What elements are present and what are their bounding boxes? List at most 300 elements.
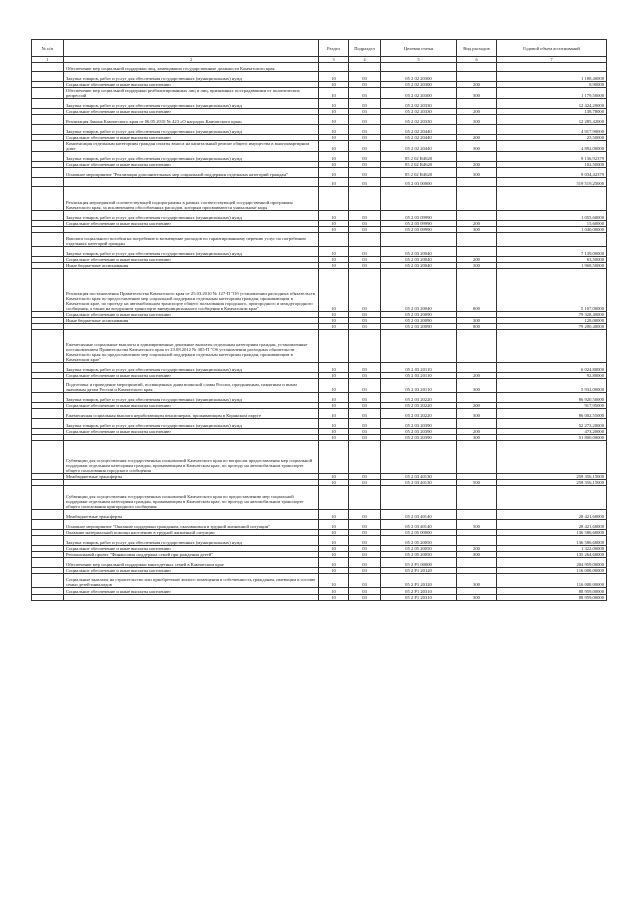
row-section: 10 xyxy=(319,115,349,125)
row-subsection: 03 xyxy=(349,474,381,480)
row-num xyxy=(32,363,64,373)
row-amount: 116 000,00000 xyxy=(497,574,607,588)
table-row xyxy=(32,330,607,363)
row-num xyxy=(32,558,64,568)
row-exptype xyxy=(457,72,497,82)
index-cell: 6 xyxy=(457,57,497,63)
row-subsection: 03 xyxy=(349,403,381,409)
row-num xyxy=(32,393,64,403)
row-target: 05 2 03 40140 xyxy=(381,520,457,530)
table-row xyxy=(32,536,607,546)
row-target: 05 2 03 09990 xyxy=(381,211,457,221)
row-exptype xyxy=(457,486,497,510)
row-exptype xyxy=(457,510,497,520)
row-amount: 136 586,60000 xyxy=(497,530,607,536)
table-row xyxy=(32,520,607,530)
row-name: Закупка товаров, работ и услуг для обеспечения государственных (муниципальных) нужд xyxy=(64,363,319,373)
table-row xyxy=(32,115,607,125)
row-exptype xyxy=(457,211,497,221)
row-name: Социальное обеспечение и иные выплаты населению xyxy=(64,257,319,263)
row-exptype xyxy=(457,393,497,403)
row-amount: 63,50000 xyxy=(497,257,607,263)
row-num xyxy=(32,115,64,125)
row-target: 05 2 02 20440 xyxy=(381,141,457,152)
row-section: 10 xyxy=(319,546,349,552)
row-name: Межбюджетные трансферты xyxy=(64,510,319,520)
row-amount: 1 040,00000 xyxy=(497,227,607,233)
header-name xyxy=(64,40,319,57)
row-exptype: 200 xyxy=(457,429,497,435)
row-exptype: 800 xyxy=(457,324,497,330)
index-cell: 4 xyxy=(349,57,381,63)
row-target: 05 2 03 20110 xyxy=(381,363,457,373)
row-amount: 7 139,00000 xyxy=(497,247,607,257)
table-row xyxy=(32,125,607,135)
row-target: 05 2 03 00000 xyxy=(381,178,457,187)
row-section: 10 xyxy=(319,109,349,115)
row-name: Закупка товаров, работ и услуг для обеспечения государственных (муниципальных) нужд xyxy=(64,72,319,82)
row-target: 05 2 05 00000 xyxy=(381,530,457,536)
row-name: Иные бюджетные ассигнования xyxy=(64,263,319,269)
row-exptype xyxy=(457,247,497,257)
row-name: Субвенции для осуществления государственных полномочий Камчатского края по вопросам предоставления мер социальной поддержки отдельным категориям граждан, проживающим в Камчатском крае, по проезду на автомобильном транспорте общего пользования городского сообщения xyxy=(64,441,319,474)
row-section: 10 xyxy=(319,141,349,152)
row-name: Основное мероприятие "Реализация дополнительных мер социальной поддержки отдельных категорий граждан" xyxy=(64,168,319,178)
row-subsection: 03 xyxy=(349,178,381,187)
row-exptype: 200 xyxy=(457,221,497,227)
row-name: Основное мероприятие "Оказание поддержки гражданам, оказавшимся в трудной жизненной ситуации" xyxy=(64,520,319,530)
row-target: 05 2 P1 00000 xyxy=(381,558,457,568)
table-row xyxy=(32,247,607,257)
row-exptype: 300 xyxy=(457,263,497,269)
row-name: Социальное обеспечение и иные выплаты населению xyxy=(64,162,319,168)
row-amount: 51 800,00000 xyxy=(497,435,607,441)
budget-document xyxy=(31,39,606,601)
row-amount: 25,50000 xyxy=(497,135,607,141)
row-target: 05 2 03 40140 xyxy=(381,510,457,520)
row-name: Иные бюджетные ассигнования xyxy=(64,318,319,324)
table-row xyxy=(32,211,607,221)
row-num xyxy=(32,595,64,601)
header-section: Раздел xyxy=(319,40,349,57)
row-num xyxy=(32,63,64,72)
row-name: Социальное обеспечение и иные выплаты населению xyxy=(64,373,319,379)
row-amount: 88 959,00000 xyxy=(497,588,607,595)
header-num: № п/п xyxy=(32,40,64,57)
row-name: Социальное обеспечение и иные выплаты населению xyxy=(64,82,319,88)
row-amount xyxy=(497,330,607,363)
row-target: 05 2 03 20220 xyxy=(381,393,457,403)
row-target: 05 2 03 20090 xyxy=(381,318,457,324)
row-name: Закупка товаров, работ и услуг для обеспечения государственных (муниципальных) нужд xyxy=(64,125,319,135)
row-name: Ежемесячная социальная выплата неработающим пенсионерам, проживающим в Корякском округе xyxy=(64,409,319,419)
row-exptype: 300 xyxy=(457,409,497,419)
table-row xyxy=(32,178,607,187)
row-exptype xyxy=(457,558,497,568)
row-amount: 473,20000 xyxy=(497,429,607,435)
row-section xyxy=(319,63,349,72)
table-row xyxy=(32,141,607,152)
row-amount: 9 034,42379 xyxy=(497,168,607,178)
row-section: 10 xyxy=(319,373,349,379)
row-exptype xyxy=(457,187,497,211)
row-section: 10 xyxy=(319,435,349,441)
row-amount: 4 892,00000 xyxy=(497,141,607,152)
table-row xyxy=(32,510,607,520)
row-section xyxy=(319,187,349,211)
row-exptype: 300 xyxy=(457,318,497,324)
row-name: Реализация Закона Камчатского края от 06.05.2010 № 423 «О наградах Камчатского края» xyxy=(64,115,319,125)
row-target: 05 2 02 20440 xyxy=(381,125,457,135)
row-subsection: 03 xyxy=(349,568,381,574)
row-exptype xyxy=(457,125,497,135)
table-row xyxy=(32,393,607,403)
row-exptype: 200 xyxy=(457,546,497,552)
row-name: Социальное обеспечение и иные выплаты населению xyxy=(64,221,319,227)
row-target: 05 2 02 20330 xyxy=(381,99,457,109)
row-subsection: 03 xyxy=(349,552,381,558)
row-target: 05 2 02 R4620 xyxy=(381,162,457,168)
row-amount xyxy=(497,441,607,474)
row-num xyxy=(32,379,64,393)
row-section: 10 xyxy=(319,227,349,233)
row-section xyxy=(319,330,349,363)
row-exptype: 300 xyxy=(457,168,497,178)
row-exptype xyxy=(457,233,497,247)
row-section: 10 xyxy=(319,312,349,318)
row-subsection: 03 xyxy=(349,141,381,152)
table-row xyxy=(32,574,607,588)
row-subsection: 03 xyxy=(349,263,381,269)
row-target: 05 2 05 20050 xyxy=(381,546,457,552)
row-name: Межбюджетные трансферты xyxy=(64,474,319,480)
row-name: Закупка товаров, работ и услуг для обеспечения государственных (муниципальных) нужд xyxy=(64,211,319,221)
row-section: 10 xyxy=(319,363,349,373)
row-section: 10 xyxy=(319,99,349,109)
table-row xyxy=(32,233,607,247)
row-exptype: 200 xyxy=(457,373,497,379)
row-exptype xyxy=(457,330,497,363)
row-exptype: 300 xyxy=(457,115,497,125)
row-name: Закупка товаров, работ и услуг для обеспечения государственных (муниципальных) нужд xyxy=(64,99,319,109)
row-subsection: 03 xyxy=(349,480,381,486)
row-subsection: 03 xyxy=(349,269,381,312)
table-row xyxy=(32,441,607,474)
row-subsection: 03 xyxy=(349,72,381,82)
row-subsection: 03 xyxy=(349,429,381,435)
row-section: 10 xyxy=(319,574,349,588)
row-target: 05 2 02 20330 xyxy=(381,115,457,125)
row-subsection: 03 xyxy=(349,546,381,552)
row-exptype: 300 xyxy=(457,574,497,588)
row-amount xyxy=(497,187,607,211)
row-target: 05 2 03 20040 xyxy=(381,263,457,269)
row-target: 05 2 03 20390 xyxy=(381,435,457,441)
row-target: 05 2 P1 20120 xyxy=(381,574,457,588)
row-amount: 204 959,00000 xyxy=(497,558,607,568)
row-name: Закупка товаров, работ и услуг для обеспечения государственных (муниципальных) нужд xyxy=(64,419,319,429)
row-subsection: 03 xyxy=(349,363,381,373)
row-section: 10 xyxy=(319,552,349,558)
row-subsection: 03 xyxy=(349,109,381,115)
row-section: 10 xyxy=(319,520,349,530)
row-section: 10 xyxy=(319,152,349,162)
row-amount: 92,80000 xyxy=(497,373,607,379)
row-section: 10 xyxy=(319,211,349,221)
row-target: 05 2 03 20390 xyxy=(381,419,457,429)
row-num xyxy=(32,247,64,257)
row-exptype: 300 xyxy=(457,88,497,99)
row-section xyxy=(319,441,349,474)
row-target: 05 2 03 09990 xyxy=(381,227,457,233)
row-subsection: 03 xyxy=(349,257,381,263)
row-subsection xyxy=(349,187,381,211)
row-num xyxy=(32,419,64,429)
row-section: 10 xyxy=(319,257,349,263)
row-name: Социальное обеспечение и иные выплаты населению xyxy=(64,429,319,435)
row-name: Субвенции для осуществления государственных полномочий Камчатского края по предоставлению мер социальной поддержки отдельным категориям граждан, проживающим в Камчатском крае, по проезду на автомобильном транспорте общего пользования пригородного сообщения xyxy=(64,486,319,510)
row-target: 05 2 03 20110 xyxy=(381,373,457,379)
row-exptype: 200 xyxy=(457,82,497,88)
row-name: Закупка товаров, работ и услуг для обеспечения государственных (муниципальных) нужд xyxy=(64,152,319,162)
row-target: 05 2 03 40130 xyxy=(381,474,457,480)
row-exptype: 200 xyxy=(457,162,497,168)
row-name: Реализация постановления Правительства Камчатского края от 25.03.2010 № 127-П "Об установлении расходных обязательств Камчатского края по предоставлению мер социальной поддержки отдельным категориям граждан, проживающим в Камчатском крае, по проезду на автомобильном транспорте общего пользования городского, пригородного и междугородного сообщения, а также на воздушном транспорте внемуниципального сообщения в Камчатском крае" xyxy=(64,269,319,312)
row-num xyxy=(32,99,64,109)
row-num xyxy=(32,187,64,211)
row-subsection: 03 xyxy=(349,211,381,221)
row-name: Подготовка и проведение мероприятий, посвященных дням воинской славы России, праздничным, памятным и иным значимым датам России и Камчатского края xyxy=(64,379,319,393)
row-amount: 5 932,00000 xyxy=(497,379,607,393)
row-exptype xyxy=(457,63,497,72)
row-subsection: 03 xyxy=(349,227,381,233)
row-target: 05 2 02 20300 xyxy=(381,88,457,99)
row-subsection: 03 xyxy=(349,393,381,403)
header-amount: Годовой объем ассигнований xyxy=(497,40,607,57)
row-section: 10 xyxy=(319,72,349,82)
row-target: 05 2 02 20440 xyxy=(381,135,457,141)
row-name: Оказание материальной помощи населению в трудной жизненной ситуации xyxy=(64,530,319,536)
row-name: Социальное обеспечение и иные выплаты населению xyxy=(64,135,319,141)
row-name: Обеспечение мер социальной поддержки лиц, замещавших государственные должности Камчатского края xyxy=(64,63,319,72)
row-subsection: 03 xyxy=(349,221,381,227)
row-section: 10 xyxy=(319,82,349,88)
row-section: 10 xyxy=(319,221,349,227)
row-amount xyxy=(497,63,607,72)
row-amount: 136 586,60000 xyxy=(497,536,607,546)
row-amount: 258 356,15000 xyxy=(497,480,607,486)
row-section: 10 xyxy=(319,558,349,568)
row-section: 10 xyxy=(319,168,349,178)
row-subsection: 03 xyxy=(349,530,381,536)
row-exptype: 200 xyxy=(457,403,497,409)
row-subsection xyxy=(349,233,381,247)
table-row xyxy=(32,269,607,312)
row-section: 10 xyxy=(319,474,349,480)
row-num xyxy=(32,152,64,162)
row-amount: 28 421,60000 xyxy=(497,520,607,530)
row-subsection: 03 xyxy=(349,379,381,393)
row-name: Обеспечение мер социальной поддержки реабилитированных лиц и лиц, признанных пострадавшими от политических репрессий xyxy=(64,88,319,99)
row-target: 05 2 03 20040 xyxy=(381,247,457,257)
row-section xyxy=(319,486,349,510)
row-amount: 258 356,15000 xyxy=(497,474,607,480)
row-section: 10 xyxy=(319,135,349,141)
row-section: 10 xyxy=(319,530,349,536)
index-cell: 5 xyxy=(381,57,457,63)
row-subsection: 03 xyxy=(349,419,381,429)
row-subsection: 03 xyxy=(349,88,381,99)
row-subsection: 03 xyxy=(349,82,381,88)
row-section: 10 xyxy=(319,125,349,135)
row-exptype: 200 xyxy=(457,135,497,141)
row-name: Выплата социального пособия на погребение и возмещение расходов по гарантированному перечню услуг по погребению отдельных категорий граждан xyxy=(64,233,319,247)
row-amount: 138,78000 xyxy=(497,109,607,115)
row-amount: 1 968,50000 xyxy=(497,263,607,269)
table-row xyxy=(32,363,607,373)
row-target: 05 2 P1 20120 xyxy=(381,568,457,574)
row-amount: 12 424,20000 xyxy=(497,99,607,109)
row-amount: 12 285,42000 xyxy=(497,115,607,125)
row-target: 05 2 03 20040 xyxy=(381,257,457,263)
row-name: Социальное обеспечение и иные выплаты населению xyxy=(64,109,319,115)
row-amount xyxy=(497,233,607,247)
row-exptype xyxy=(457,99,497,109)
row-target: 05 2 02 R4620 xyxy=(381,152,457,162)
row-subsection: 03 xyxy=(349,168,381,178)
row-exptype: 500 xyxy=(457,520,497,530)
row-amount: 79 328,40000 xyxy=(497,312,607,318)
row-target: 05 2 02 20300 xyxy=(381,82,457,88)
table-row xyxy=(32,379,607,393)
row-subsection: 03 xyxy=(349,115,381,125)
row-num xyxy=(32,588,64,595)
row-exptype: 800 xyxy=(457,269,497,312)
table-row xyxy=(32,588,607,595)
row-subsection: 03 xyxy=(349,125,381,135)
row-num xyxy=(32,269,64,312)
row-subsection: 03 xyxy=(349,318,381,324)
row-num xyxy=(32,510,64,520)
row-exptype xyxy=(457,152,497,162)
row-subsection: 03 xyxy=(349,247,381,257)
row-subsection xyxy=(349,330,381,363)
row-name: Социальное обеспечение и иные выплаты населению xyxy=(64,403,319,409)
row-subsection: 03 xyxy=(349,373,381,379)
row-target xyxy=(381,330,457,363)
index-cell: 1 xyxy=(32,57,64,63)
table-row xyxy=(32,99,607,109)
row-target: 05 2 03 09990 xyxy=(381,221,457,227)
row-target: 05 2 05 20050 xyxy=(381,552,457,558)
row-name xyxy=(64,595,319,601)
row-section: 10 xyxy=(319,588,349,595)
row-section: 10 xyxy=(319,595,349,601)
row-subsection: 03 xyxy=(349,520,381,530)
row-section: 10 xyxy=(319,510,349,520)
row-exptype: 300 xyxy=(457,141,497,152)
row-amount: 1 322,00000 xyxy=(497,546,607,552)
row-num xyxy=(32,441,64,474)
table-body xyxy=(32,63,607,601)
row-exptype xyxy=(457,178,497,187)
row-target: 05 2 03 20110 xyxy=(381,379,457,393)
row-amount: 52 273,20000 xyxy=(497,419,607,429)
row-amount: 519 519,25000 xyxy=(497,178,607,187)
row-section: 10 xyxy=(319,403,349,409)
row-amount: 86 920,50000 xyxy=(497,393,607,403)
row-section: 10 xyxy=(319,178,349,187)
row-section: 10 xyxy=(319,247,349,257)
row-amount: 135 264,60000 xyxy=(497,552,607,558)
row-target: 05 2 03 20220 xyxy=(381,403,457,409)
row-amount xyxy=(497,486,607,510)
row-amount: 88 959,00000 xyxy=(497,595,607,601)
row-amount: 79 200,40000 xyxy=(497,324,607,330)
row-target: 05 2 02 20300 xyxy=(381,72,457,82)
row-name: Закупка товаров, работ и услуг для обеспечения государственных (муниципальных) нужд xyxy=(64,536,319,546)
row-subsection: 03 xyxy=(349,588,381,595)
row-target: 05 2 03 20090 xyxy=(381,324,457,330)
row-exptype: 300 xyxy=(457,552,497,558)
row-target xyxy=(381,486,457,510)
row-amount: 1 179,50000 xyxy=(497,88,607,99)
row-name: Обеспечение мер социальной поддержки многодетных семей в Камчатском крае xyxy=(64,558,319,568)
table-row xyxy=(32,558,607,568)
table-row xyxy=(32,152,607,162)
row-subsection: 03 xyxy=(349,324,381,330)
table-row xyxy=(32,168,607,178)
row-target: 05 2 P1 20310 xyxy=(381,588,457,595)
row-name: Социальное обеспечение и иные выплаты населению xyxy=(64,568,319,574)
row-target: 05 2 03 20040 xyxy=(381,269,457,312)
row-num xyxy=(32,141,64,152)
row-num xyxy=(32,233,64,247)
row-subsection: 03 xyxy=(349,152,381,162)
row-exptype: 500 xyxy=(457,480,497,486)
row-name: Компенсация отдельным категориям граждан оплаты взноса на капитальный ремонт общего имущества в многоквартирном доме xyxy=(64,141,319,152)
row-exptype xyxy=(457,363,497,373)
row-subsection: 03 xyxy=(349,536,381,546)
row-section: 10 xyxy=(319,393,349,403)
row-section: 10 xyxy=(319,409,349,419)
row-section: 10 xyxy=(319,419,349,429)
row-num xyxy=(32,520,64,530)
row-amount: 917,95000 xyxy=(497,403,607,409)
table-row xyxy=(32,187,607,211)
table-row xyxy=(32,409,607,419)
header-subsection: Подраздел xyxy=(349,40,381,57)
row-target xyxy=(381,441,457,474)
row-section: 10 xyxy=(319,568,349,574)
row-target: 05 2 P1 20310 xyxy=(381,595,457,601)
row-section: 10 xyxy=(319,162,349,168)
row-exptype: 300 xyxy=(457,379,497,393)
row-subsection: 03 xyxy=(349,99,381,109)
row-num xyxy=(32,211,64,221)
table-row xyxy=(32,419,607,429)
table-row xyxy=(32,486,607,510)
row-name: Ежемесячные социальные выплаты и единовременные денежные выплаты отдельным категориям граждан, установленные постановлением Правительства Камчатского края от 23.08.2012 № 385-П "Об установлении расходных обязательств Камчатского края по предоставлению мер социальной поддержки отдельным категориям граждан, проживающим в Камчатском крае" xyxy=(64,330,319,363)
header-exptype: Вид расходов xyxy=(457,40,497,57)
row-subsection: 03 xyxy=(349,312,381,318)
row-name: Социальные выплаты на строительство или приобретение жилого помещения в собственность гражданам, имеющим в составе семьи детей-инвалидов xyxy=(64,574,319,588)
row-target: 05 2 03 20390 xyxy=(381,429,457,435)
table-row xyxy=(32,63,607,72)
row-subsection: 03 xyxy=(349,558,381,568)
row-amount: 116 000,00000 xyxy=(497,568,607,574)
row-num xyxy=(32,330,64,363)
